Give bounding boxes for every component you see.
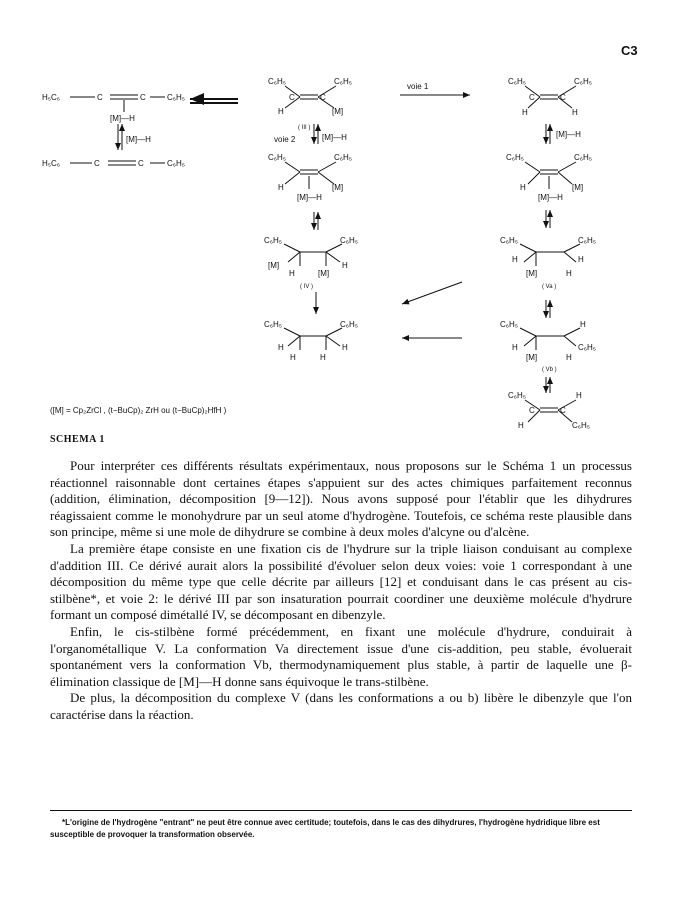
compound-label-Vb: ( Vb ) [542,367,557,373]
phenyl-label: C₆H₅ [572,421,591,430]
metal-hydride-label: [M]—H [538,193,563,202]
hydrogen-label: H [566,353,572,362]
phenyl-label: C₆H₅ [334,153,353,162]
phenyl-label: C₆H₅ [264,236,283,245]
paragraph-2: La première étape consiste en une fixation cis de l'hydrure sur la triple liaison conduisant au complexe d'addition III. Ce dérivé aurait alors la possibilité d'évoluer selon deux voies: voie 1 correspondant à une décomposition du même type que celle décrite par ailleurs [12] et conduisant dans le cas présent au cis-stilbène*, et voie 2: le dérivé III par son insaturation pourrait coordiner une deuxième molécule d'hydrure formant un composé dimétallé IV, se décomposant en dibenzyle. [50,540,632,623]
paragraph-1: Pour interpréter ces différents résultats expérimentaux, nous proposons sur le Schéma 1 un processus réactionnel raisonnable dont certaines étapes s'appuient sur des actes chimiques parfaitement reconnus (addition, élimination, décomposition [9—12]). Nous avons supposé pour l'établir que les dihydrures réagissaient comme le monohydrure par un seul atome d'hydrogène. Toutefois, ce schéma reste plausible dans son principe, même si une mole de dihydrure se combine à deux moles d'alcyne ou d'alcène. [50,458,632,540]
voie-1-label: voie 1 [407,82,429,91]
phenyl-label: C₆H₅ [264,320,283,329]
carbon-label: C [289,93,295,102]
carbon-label: C [138,159,144,168]
hydrogen-label: H [518,421,524,430]
scheme-title: SCHEMA 1 [50,434,105,445]
compound-label-IV: ( IV ) [300,284,313,290]
metal-hydride-label: [M]—H [556,130,581,139]
metal-label: [M] [268,261,280,270]
hydrogen-label: H [520,183,526,192]
scheme-legend: ([M] = Cp₂ZrCl , (t−BuCp)₂ ZrH ou (t−BuCp)₂HfH ) [50,406,227,415]
phenyl-label: C₆H₅ [340,236,359,245]
phenyl-label: C₆H₅ [578,236,597,245]
metal-label: [M] [572,183,584,192]
carbon-label: C [529,93,535,102]
metal-label: [M] [332,107,344,116]
carbon-label: C [529,406,535,415]
metal-label: [M] [526,353,538,362]
hydrogen-label: H [522,108,528,117]
metal-label: [M] [526,269,538,278]
metal-hydride-label: [M]—H [126,135,151,144]
hydrogen-label: H [278,343,284,352]
phenyl-label: C₆H₅ [500,320,519,329]
hydrogen-label: H [278,107,284,116]
phenyl-label: C₆H₅ [167,159,186,168]
phenyl-label: C₆H₅ [334,77,353,86]
hydrogen-label: H [578,255,584,264]
phenyl-label: C₆H₅ [340,320,359,329]
hydrogen-label: H [342,343,348,352]
phenyl-label: C₆H₅ [508,391,527,400]
metal-label: [M] [332,183,344,192]
compound-label-III: ( III ) [298,125,311,131]
phenyl-label: C₆H₅ [268,77,287,86]
metal-label: [M] [318,269,330,278]
hydrogen-label: H [576,391,582,400]
footnote: *L'origine de l'hydrogène "entrant" ne peut être connue avec certitude; toutefois, dans le cas des dihydrures, l'hydrogène hydridique libre est susceptible de provoquer la transformation observée. [50,810,632,841]
hydrogen-label: H [572,108,578,117]
phenyl-label: C₆H₅ [578,343,597,352]
hydrogen-label: H [580,320,586,329]
carbon-label: C [140,93,146,102]
voie-2-label: voie 2 [274,135,296,144]
metal-hydride-label: [M]—H [110,114,135,123]
metal-hydride-label: [M]—H [297,193,322,202]
paragraph-4: De plus, la décomposition du complexe V (dans les conformations a ou b) libère le dibenzyle que l'on caractérise dans la réaction. [50,690,632,722]
carbon-label: C [560,406,566,415]
phenyl-label: H₅C₆ [42,93,61,102]
hydrogen-label: H [320,353,326,362]
phenyl-label: C₆H₅ [167,93,186,102]
carbon-label: C [97,93,103,102]
hydrogen-label: H [342,261,348,270]
phenyl-label: C₆H₅ [506,153,525,162]
metal-hydride-label: [M]—H [322,133,347,142]
phenyl-label: H₅C₆ [42,159,61,168]
phenyl-label: C₆H₅ [574,77,593,86]
phenyl-label: C₆H₅ [508,77,527,86]
hydrogen-label: H [566,269,572,278]
hydrogen-label: H [512,343,518,352]
carbon-label: C [94,159,100,168]
phenyl-label: C₆H₅ [268,153,287,162]
hydrogen-label: H [290,353,296,362]
compound-label-Va: ( Va ) [542,284,557,290]
hydrogen-label: H [278,183,284,192]
carbon-label: C [320,93,326,102]
body-text [50,458,632,724]
phenyl-label: C₆H₅ [574,153,593,162]
hydrogen-label: H [512,255,518,264]
paragraph-3: Enfin, le cis-stilbène formé précédemment, en fixant une molécule d'hydrure, conduirait à l'organométallique V. La conformation Va directement issue d'une cis-addition, peu stable, évoluerait spontanément vers la conformation Vb, thermodynamiquement plus stable, à partir de laquelle une β-élimination classique de [M]—H donne sans équivoque le trans-stilbène. [50,623,632,689]
hydrogen-label: H [289,269,295,278]
page-code: C3 [621,43,638,58]
reaction-scheme [0,0,687,430]
phenyl-label: C₆H₅ [500,236,519,245]
carbon-label: C [560,93,566,102]
